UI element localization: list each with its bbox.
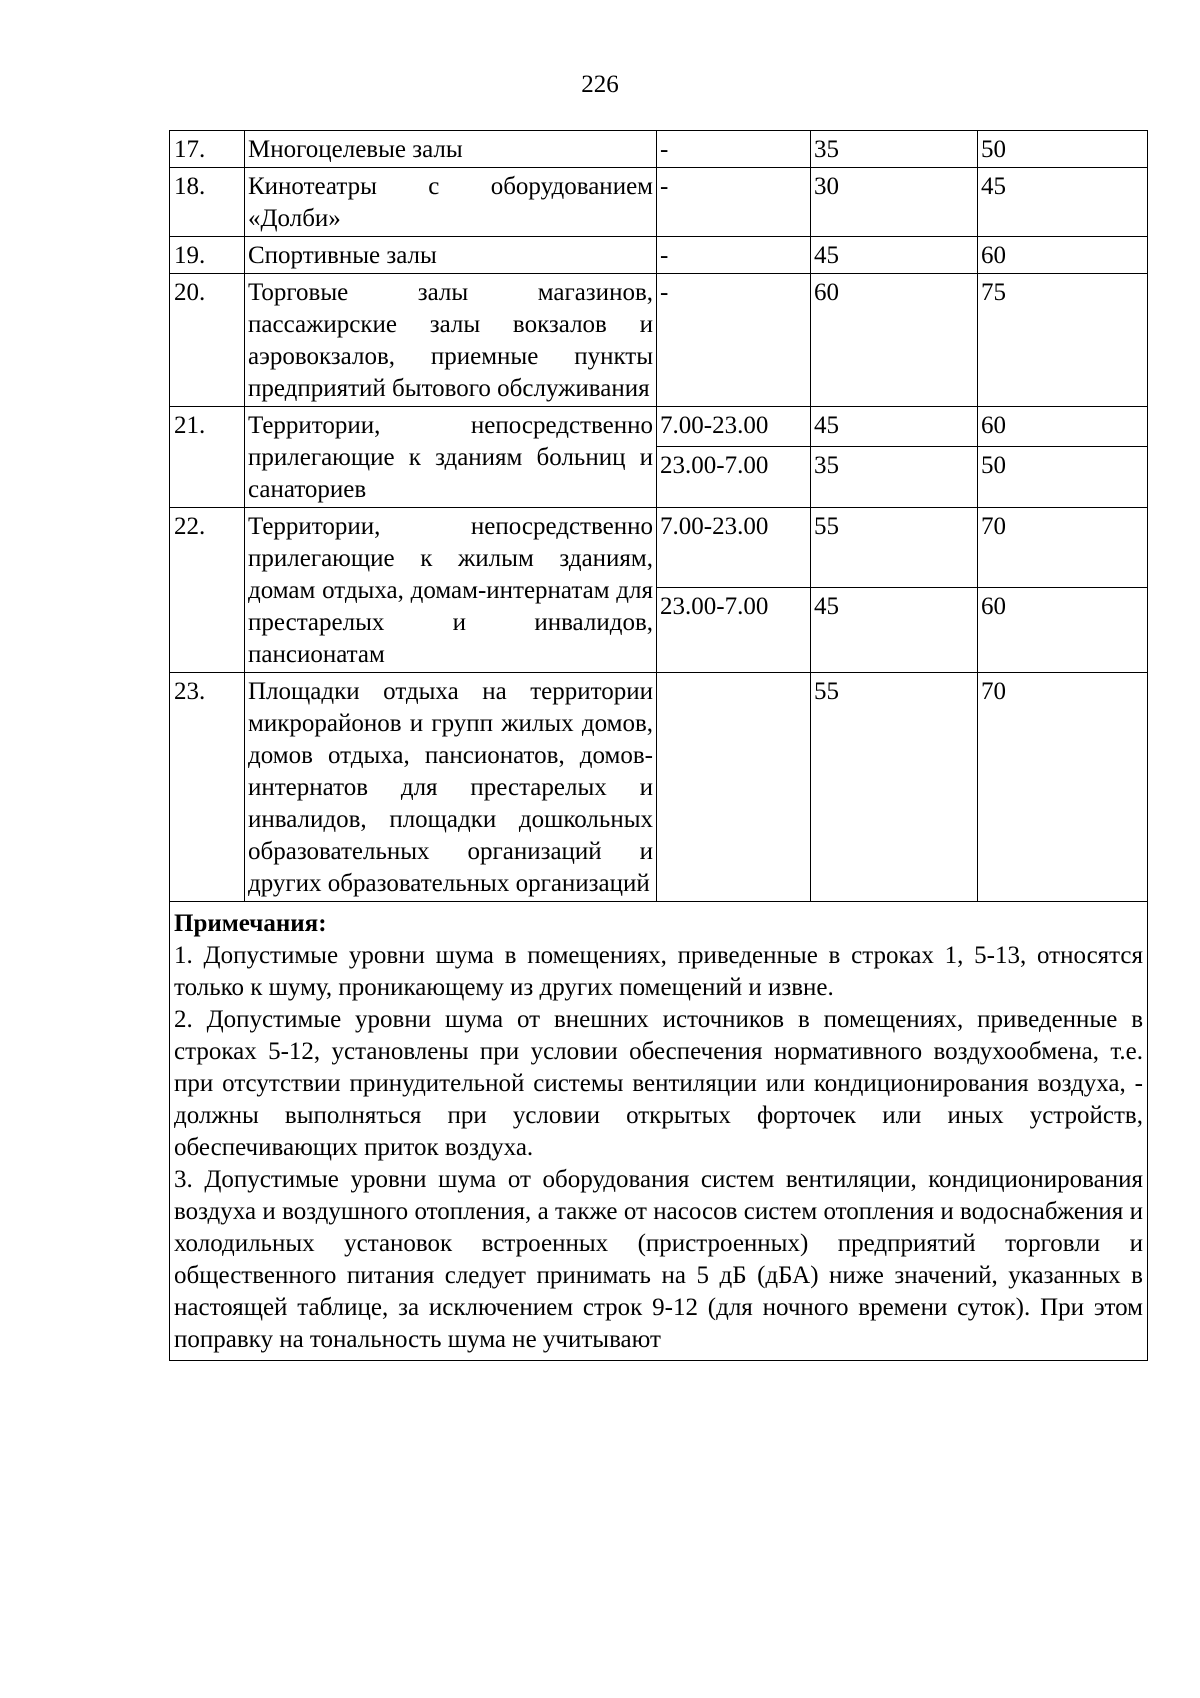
row-name: Территории, непосредственно прилегающие к зданиям больниц и санаториев xyxy=(245,407,657,508)
row-number: 21. xyxy=(170,407,245,508)
row-time: - xyxy=(657,168,811,237)
notes-row xyxy=(170,902,1148,1361)
row-number: 18. xyxy=(170,168,245,237)
row-time: 23.00-7.00 xyxy=(657,447,811,508)
row-value-1: 45 xyxy=(811,588,978,673)
row-time: 7.00-23.00 xyxy=(657,508,811,588)
note-item: 3. Допустимые уровни шума от оборудования систем вентиляции, кондиционирования воздуха и воздушного отопления, а также от насосов систем отопления и водоснабжения и холодильных установок встроенных (пристроенных) предприятий торговли и общественного питания следует принимать на 5 дБ (дБА) ниже значений, указанных в настоящей таблице, за исключением строк 9-12 (для ночного времени суток). При этом поправку на тональность шума не учитывают xyxy=(174,1166,1143,1353)
notes-cell xyxy=(170,902,1148,1361)
table-row xyxy=(170,237,1148,274)
row-time xyxy=(657,673,811,902)
noise-level-table xyxy=(169,130,1148,1361)
row-value-1: 45 xyxy=(811,407,978,447)
row-value-2: 70 xyxy=(978,508,1148,588)
page-number: 226 xyxy=(581,71,619,98)
row-number: 20. xyxy=(170,274,245,407)
row-name: Многоцелевые залы xyxy=(245,131,657,168)
row-value-2: 50 xyxy=(978,131,1148,168)
table-row xyxy=(170,407,1148,447)
table-row xyxy=(170,673,1148,902)
row-value-1: 45 xyxy=(811,237,978,274)
row-name: Спортивные залы xyxy=(245,237,657,274)
row-value-2: 60 xyxy=(978,237,1148,274)
row-number: 17. xyxy=(170,131,245,168)
row-value-2: 70 xyxy=(978,673,1148,902)
row-value-2: 50 xyxy=(978,447,1148,508)
row-number: 23. xyxy=(170,673,245,902)
note-item: 1. Допустимые уровни шума в помещениях, приведенные в строках 1, 5-13, относятся только к шуму, проникающему из других помещений и извне. xyxy=(174,942,1143,1001)
table-row xyxy=(170,131,1148,168)
row-number: 19. xyxy=(170,237,245,274)
row-name: Торговые залы магазинов, пассажирские залы вокзалов и аэровокзалов, приемные пункты предприятий бытового обслуживания xyxy=(245,274,657,407)
row-value-2: 45 xyxy=(978,168,1148,237)
row-number: 22. xyxy=(170,508,245,673)
table-row xyxy=(170,274,1148,407)
row-value-2: 60 xyxy=(978,588,1148,673)
row-time: 7.00-23.00 xyxy=(657,407,811,447)
row-name: Территории, непосредственно прилегающие к жилым зданиям, домам отдыха, домам-интернатам для престарелых и инвалидов, пансионатам xyxy=(245,508,657,673)
row-time: 23.00-7.00 xyxy=(657,588,811,673)
table-row xyxy=(170,168,1148,237)
row-time: - xyxy=(657,131,811,168)
row-name: Площадки отдыха на территории микрорайонов и групп жилых домов, домов отдыха, пансионатов, домов-интернатов для престарелых и инвалидов, площадки дошкольных образовательных организаций и других образовательных организаций xyxy=(245,673,657,902)
row-time: - xyxy=(657,274,811,407)
row-name: Кинотеатры с оборудованием «Долби» xyxy=(245,168,657,237)
row-time: - xyxy=(657,237,811,274)
row-value-2: 75 xyxy=(978,274,1148,407)
row-value-1: 35 xyxy=(811,447,978,508)
note-item: 2. Допустимые уровни шума от внешних источников в помещениях, приведенные в строках 5-12, установлены при условии обеспечения нормативного воздухообмена, т.е. при отсутствии принудительной системы вентиляции или кондиционирования воздуха, - должны выполняться при условии открытых форточек или иных устройств, обеспечивающих приток воздуха. xyxy=(174,1006,1143,1161)
row-value-1: 60 xyxy=(811,274,978,407)
row-value-1: 55 xyxy=(811,508,978,588)
notes-title: Примечания: xyxy=(174,910,327,937)
row-value-1: 55 xyxy=(811,673,978,902)
row-value-1: 35 xyxy=(811,131,978,168)
row-value-2: 60 xyxy=(978,407,1148,447)
row-value-1: 30 xyxy=(811,168,978,237)
table-row xyxy=(170,508,1148,588)
